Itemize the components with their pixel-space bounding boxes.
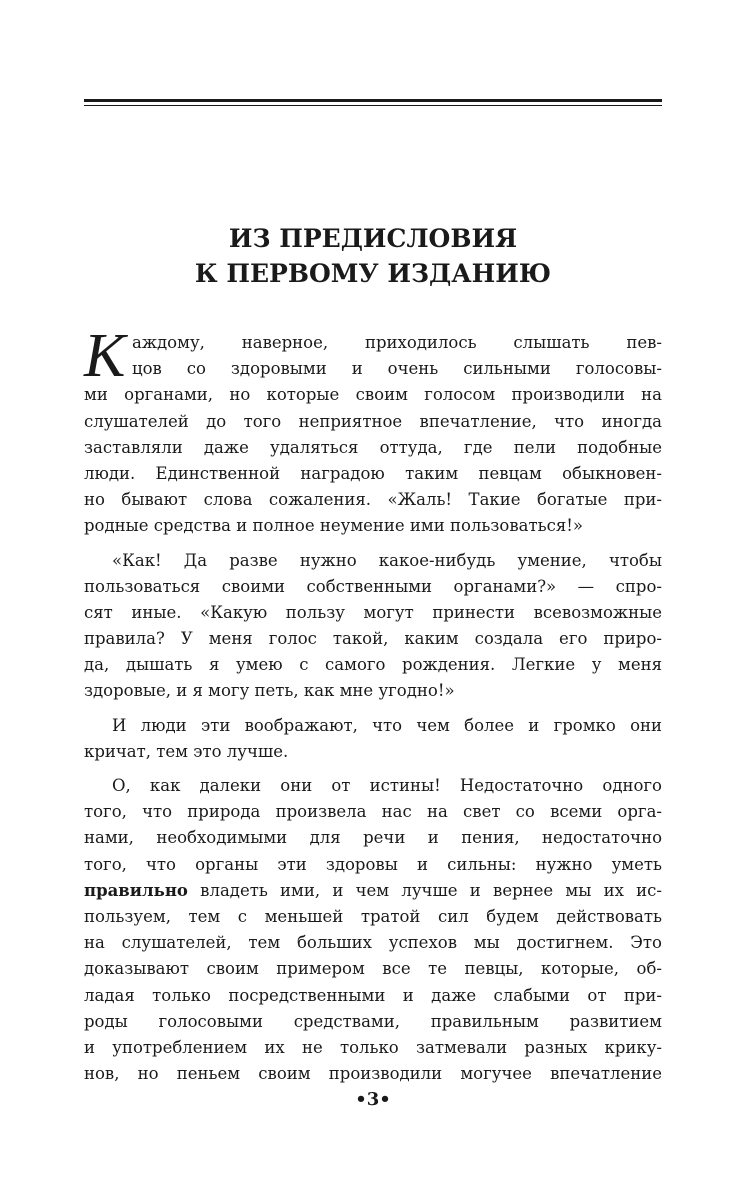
text-line: правила? У меня голос такой, каким создала его приро- <box>84 629 662 649</box>
text-line: пользуем, тем с меньшей тратой сил будем действовать <box>84 906 662 926</box>
text-line: ми органами, но которые своим голосом производили на <box>84 385 662 405</box>
paragraph-1 <box>84 330 662 540</box>
text-line: люди. Единственной наградою таким певцам обыкновен- <box>84 463 662 483</box>
text-line: и употреблением их не только затмевали разных крику- <box>84 1037 662 1057</box>
chapter-title <box>84 221 662 291</box>
text-line: того, что природа произвела нас на свет со всеми орга- <box>84 802 662 822</box>
text-line: кричат, тем это лучше. <box>84 741 289 761</box>
text-line: да, дышать я умею с самого рождения. Легкие у меня <box>84 655 662 675</box>
text-line: доказывают своим примером все те певцы, которые, об- <box>84 959 662 979</box>
text-line <box>84 878 662 904</box>
paragraph-gap <box>84 540 662 548</box>
text-span: владеть ими, и чем лучше и вернее мы их ис- <box>187 880 662 900</box>
text-line: родные средства и полное неумение ими пользоваться!» <box>84 516 583 536</box>
paragraph-4 <box>84 773 662 1087</box>
header-rule-thick <box>84 99 662 102</box>
text-line: И люди эти воображают, что чем более и громко они <box>112 715 662 735</box>
emphasis-bold: правильно <box>84 880 188 900</box>
text-line: цов со здоровыми и очень сильными голосовы- <box>132 359 662 379</box>
text-line: пользоваться своими собственными органами?» — спро- <box>84 576 662 596</box>
body-text <box>84 330 662 1087</box>
text-line: здоровые, и я могу петь, как мне угодно!» <box>84 681 455 701</box>
text-line: заставляли даже удаляться оттуда, где пели подобные <box>84 437 662 457</box>
text-line: роды голосовыми средствами, правильным развитием <box>84 1011 662 1031</box>
text-line: О, как далеки они от истины! Недостаточно одного <box>112 776 662 795</box>
text-line: ладая только посредственными и даже слабыми от при- <box>84 985 662 1005</box>
text-line: на слушателей, тем больших успехов мы достигнем. Это <box>84 933 662 953</box>
text-line: нами, необходимыми для речи и пения, недостаточно <box>84 828 662 848</box>
text-line: аждому, наверное, приходилось слышать пев- <box>132 333 662 352</box>
text-line: слушателей до того неприятное впечатление, что иногда <box>84 411 662 431</box>
paragraph-gap <box>84 765 662 773</box>
text-line: того, что органы эти здоровы и сильны: нужно уметь <box>84 854 662 874</box>
paragraph-gap <box>84 705 662 713</box>
chapter-title-line-1: ИЗ ПРЕДИСЛОВИЯ <box>228 224 518 253</box>
text-line: «Как! Да разве нужно какое-нибудь умение, чтобы <box>112 550 662 570</box>
text-line: но бывают слова сожаления. «Жаль! Такие богатые при- <box>84 490 662 510</box>
text-line: сят иные. «Какую пользу могут принести всевозможные <box>84 602 662 622</box>
page-number: •3• <box>355 1089 391 1110</box>
paragraph-3 <box>84 713 662 765</box>
chapter-title-line-2: К ПЕРВОМУ ИЗДАНИЮ <box>194 259 552 288</box>
drop-cap: К <box>84 322 126 390</box>
header-rule-thin <box>84 105 662 106</box>
paragraph-2 <box>84 548 662 705</box>
text-line: нов, но пеньем своим производили могучее впечатление <box>84 1064 662 1084</box>
